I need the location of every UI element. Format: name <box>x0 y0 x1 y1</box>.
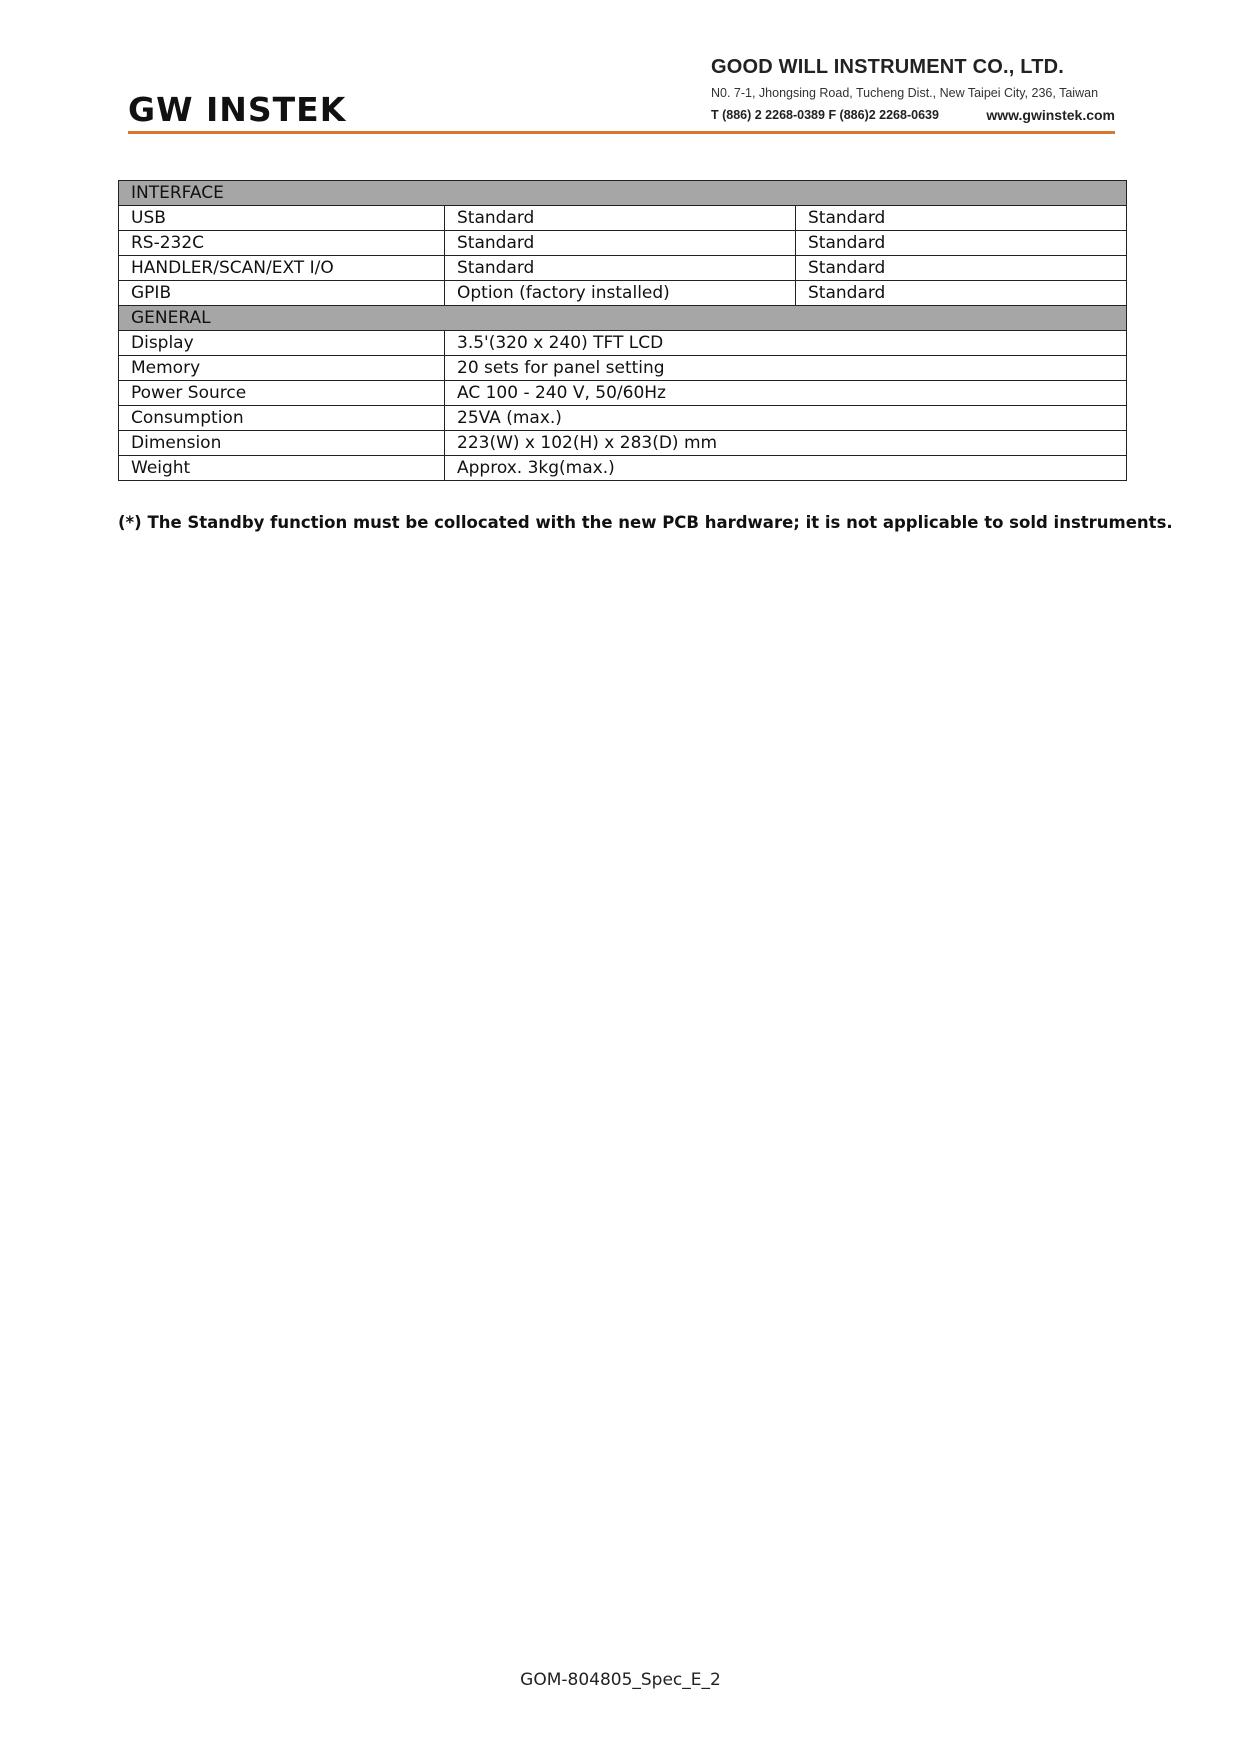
document-id: GOM-804805_Spec_E_2 <box>520 1670 721 1690</box>
phone-fax: T (886) 2 2268-0389 F (886)2 2268-0639 <box>711 108 939 122</box>
spec-value: Standard <box>796 231 1127 256</box>
table-row <box>119 281 1127 306</box>
spec-label: Memory <box>119 356 445 381</box>
table-row <box>119 231 1127 256</box>
spec-label: USB <box>119 206 445 231</box>
spec-value: 223(W) x 102(H) x 283(D) mm <box>445 431 1127 456</box>
standby-footnote: (*) The Standby function must be collocated with the new PCB hardware; it is not applicable to sold instruments. <box>118 513 1173 532</box>
spec-value: Standard <box>796 281 1127 306</box>
company-address: N0. 7-1, Jhongsing Road, Tucheng Dist., New Taipei City, 236, Taiwan <box>711 86 1099 100</box>
spec-label: Dimension <box>119 431 445 456</box>
table-row <box>119 456 1127 481</box>
spec-value: 20 sets for panel setting <box>445 356 1127 381</box>
spec-value: Standard <box>445 206 796 231</box>
table-row <box>119 331 1127 356</box>
spec-label: RS-232C <box>119 231 445 256</box>
header-divider <box>128 131 1115 134</box>
spec-label: Consumption <box>119 406 445 431</box>
table-row <box>119 431 1127 456</box>
section-header-general <box>119 306 1127 331</box>
spec-label: Display <box>119 331 445 356</box>
spec-value: AC 100 - 240 V, 50/60Hz <box>445 381 1127 406</box>
spec-table <box>118 180 1127 481</box>
section-header-interface <box>119 181 1127 206</box>
website-link[interactable]: www.gwinstek.com <box>986 107 1115 123</box>
table-row <box>119 381 1127 406</box>
table-row <box>119 206 1127 231</box>
section-title: GENERAL <box>119 306 1127 331</box>
table-row <box>119 406 1127 431</box>
spec-value: Standard <box>445 231 796 256</box>
spec-value: Standard <box>445 256 796 281</box>
spec-label: Power Source <box>119 381 445 406</box>
spec-label: GPIB <box>119 281 445 306</box>
spec-label: Weight <box>119 456 445 481</box>
company-name: GOOD WILL INSTRUMENT CO., LTD. <box>711 56 1065 78</box>
gwinstek-logo: GW INSTEK <box>128 90 347 129</box>
spec-value: 3.5'(320 x 240) TFT LCD <box>445 331 1127 356</box>
table-row <box>119 356 1127 381</box>
section-title: INTERFACE <box>119 181 1127 206</box>
spec-value: Option (factory installed) <box>445 281 796 306</box>
table-row <box>119 256 1127 281</box>
spec-label: HANDLER/SCAN/EXT I/O <box>119 256 445 281</box>
spec-value: Approx. 3kg(max.) <box>445 456 1127 481</box>
spec-value: Standard <box>796 206 1127 231</box>
spec-value: 25VA (max.) <box>445 406 1127 431</box>
spec-value: Standard <box>796 256 1127 281</box>
